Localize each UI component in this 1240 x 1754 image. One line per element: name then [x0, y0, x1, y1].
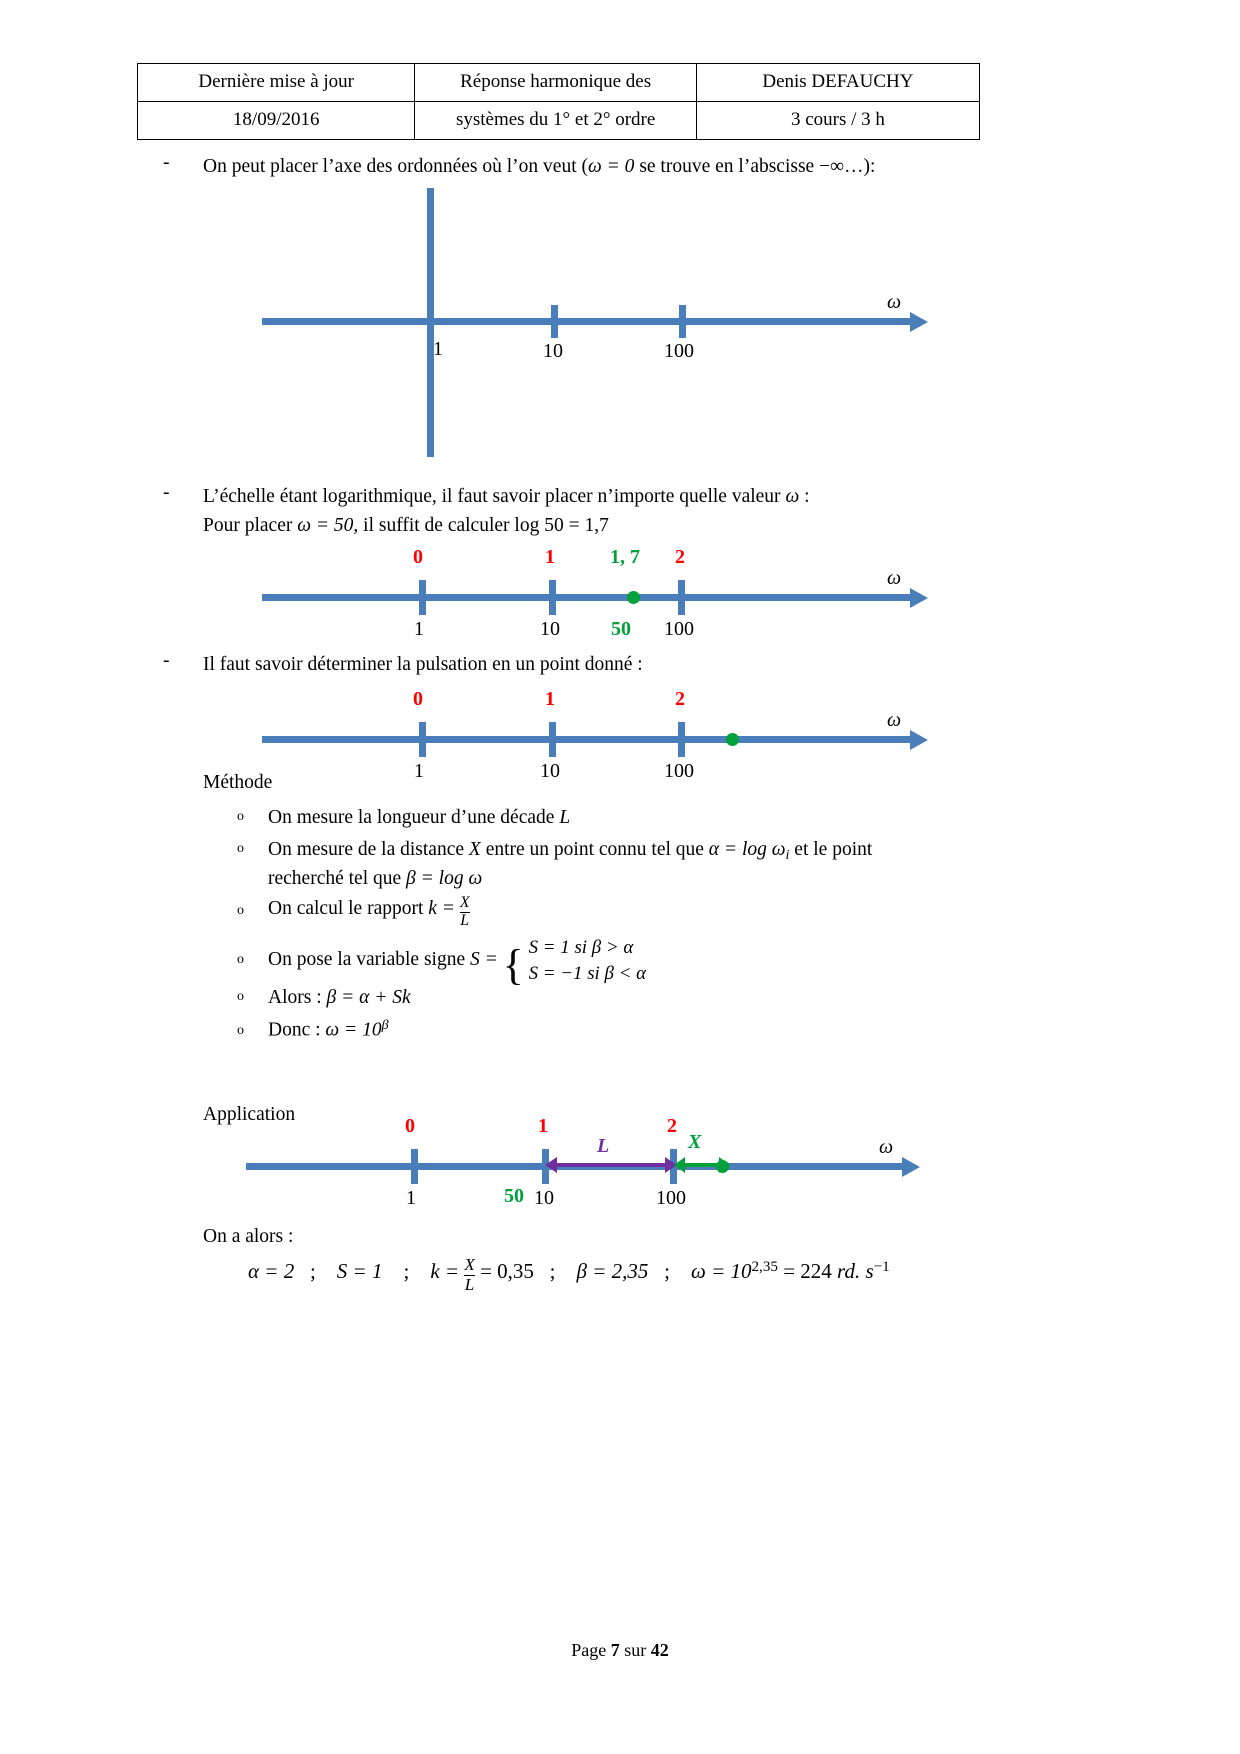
tick-10 — [549, 580, 556, 615]
left-brace-icon: { — [502, 941, 524, 990]
tick-label-1: 1 — [406, 1187, 416, 1209]
vertical-axis-upper — [427, 188, 434, 333]
arrowhead-left-icon — [674, 1157, 685, 1173]
top-label-2: 2 — [675, 546, 685, 568]
top-label-0: 0 — [413, 688, 423, 710]
header-author: Denis DEFAUCHY — [696, 64, 979, 102]
method-item-6-math: ω = 10 — [325, 1019, 382, 1041]
header-table — [137, 63, 980, 140]
case-2: S = −1 si β < α — [528, 962, 647, 984]
paragraph-2 — [203, 482, 983, 511]
method-item-2-pre: On mesure de la distance — [268, 839, 469, 860]
paragraph-1-tail: se trouve en l’abscisse −∞…): — [634, 156, 876, 177]
method-item-1-text: On mesure la longueur d’une décade — [268, 807, 560, 828]
header-course-hours: 3 cours / 3 h — [696, 102, 979, 140]
paragraph-1-math: ω = 0 — [588, 156, 635, 177]
tick-label-10: 10 — [540, 760, 560, 782]
method-item-4-math: S = — [469, 949, 498, 970]
bullet-circle-5: o — [237, 989, 244, 1004]
method-item-5-math: β = α + Sk — [326, 987, 411, 1008]
method-item-5-pre: Alors : — [268, 987, 327, 1008]
top-label-0: 0 — [405, 1115, 415, 1137]
measure-arrow-L-label: L — [597, 1135, 610, 1157]
log-axis-diagram-4 — [246, 1115, 1016, 1209]
marker-label-50: 50 — [504, 1185, 524, 1207]
method-item-6-pre: Donc : — [268, 1019, 326, 1041]
method-item-6-sup: β — [381, 1017, 389, 1033]
case-1: S = 1 si β > α — [528, 937, 634, 958]
tick-label-10: 10 — [534, 1187, 554, 1209]
bullet-circle-6: o — [237, 1023, 244, 1038]
axis-label-omega: ω — [887, 567, 902, 589]
axis-line — [262, 594, 914, 601]
result-omega-unit-exponent: −1 — [873, 1259, 890, 1276]
marker-label-50: 50 — [611, 618, 631, 640]
footer-page-number: 7 — [610, 1640, 620, 1660]
result-omega-unit: rd. s — [837, 1259, 874, 1283]
axis-arrowhead-icon — [902, 1157, 920, 1177]
tick-label-100: 100 — [664, 618, 694, 640]
result-separator-1: ; — [309, 1259, 316, 1283]
tick-label-10: 10 — [540, 618, 560, 640]
paragraph-3: Il faut savoir déterminer la pulsation en un point donné : — [203, 654, 643, 675]
tick-label-100: 100 — [656, 1187, 686, 1209]
footer-prefix: Page — [571, 1640, 611, 1660]
method-item-1-var: L — [559, 807, 571, 828]
bullet-circle-4: o — [237, 952, 244, 967]
fraction-numerator: X — [459, 893, 470, 911]
marker-dot-unknown — [726, 733, 739, 746]
cases-block — [529, 935, 647, 986]
log-axis-diagram-2 — [262, 546, 1022, 640]
tick-1 — [419, 722, 426, 757]
fraction-denominator: L — [460, 911, 470, 929]
paragraph-1 — [203, 152, 963, 181]
measure-arrow-X-label: X — [688, 1131, 702, 1153]
top-label-1: 1 — [545, 688, 555, 710]
tick-100 — [679, 305, 686, 338]
result-separator-4: ; — [664, 1259, 670, 1283]
arrowhead-right-icon — [719, 1157, 730, 1173]
method-item-5 — [268, 983, 983, 1012]
tick-1 — [411, 1149, 418, 1184]
method-item-2-line2 — [268, 864, 983, 893]
bullet-dash-3: - — [163, 650, 170, 671]
axis-line — [262, 318, 914, 325]
paragraph-2-text: L’échelle étant logarithmique, il faut savoir placer n’importe quelle valeur — [203, 486, 786, 507]
method-item-2-mid: entre un point connu tel que — [480, 839, 709, 860]
tick-100 — [678, 722, 685, 757]
axis-arrowhead-icon — [910, 312, 928, 332]
paragraph-2b-mid: il suffit de calculer — [358, 515, 515, 536]
result-omega-equals: = 224 — [783, 1259, 838, 1283]
measure-arrow-X-bar — [684, 1163, 720, 1167]
method-item-3 — [268, 894, 983, 930]
top-label-0: 0 — [413, 546, 423, 568]
tick-label-1: 1 — [433, 338, 443, 360]
result-alpha: α = 2 — [248, 1259, 295, 1283]
fraction-denominator: L — [464, 1274, 475, 1294]
application-results — [248, 1256, 1008, 1294]
log-axis-diagram-3 — [262, 688, 1022, 782]
bullet-circle-2: o — [237, 841, 244, 856]
header-subject-line1: Réponse harmonique des — [415, 64, 696, 102]
paragraph-2b-pre: Pour placer — [203, 515, 298, 536]
method-item-4-pre: On pose la variable signe — [268, 949, 470, 970]
tick-label-10: 10 — [543, 340, 563, 362]
fraction-numerator: X — [464, 1255, 475, 1275]
result-separator-3: ; — [549, 1259, 556, 1283]
method-item-2-tail: et le point — [789, 839, 873, 860]
measure-arrow-L-bar — [556, 1163, 666, 1167]
method-item-2-sub: i — [785, 846, 790, 863]
tick-10 — [549, 722, 556, 757]
top-label-1-7: 1, 7 — [610, 546, 640, 568]
paragraph-1-text: On peut placer l’axe des ordonnées où l’on veut ( — [203, 156, 588, 177]
bullet-dash-1: - — [163, 152, 170, 173]
method-item-2-line2-pre: recherché tel que — [268, 868, 407, 889]
tick-label-100: 100 — [664, 340, 694, 362]
log-axis-diagram-1 — [262, 291, 1022, 362]
measure-arrow-X — [684, 1163, 720, 1167]
paragraph-2-tail: : — [799, 486, 810, 507]
tick-label-100: 100 — [664, 760, 694, 782]
method-item-4 — [268, 935, 983, 990]
axis-label-omega: ω — [879, 1136, 894, 1158]
page-footer — [0, 1640, 1240, 1661]
footer-total-pages: 42 — [650, 1640, 669, 1660]
method-item-2-var: X — [468, 839, 481, 860]
method-title: Méthode — [203, 772, 273, 793]
method-item-2 — [268, 835, 983, 866]
result-s: S = 1 — [336, 1259, 383, 1283]
paragraph-2b — [203, 511, 983, 540]
table-row — [138, 102, 980, 140]
axis-line — [262, 736, 914, 743]
method-item-6 — [268, 1015, 983, 1045]
axis-label-omega: ω — [887, 291, 902, 313]
result-omega-exponent: 2,35 — [751, 1259, 778, 1276]
application-title: Application — [203, 1104, 296, 1125]
header-last-update-label: Dernière mise à jour — [138, 64, 415, 102]
axis-arrowhead-icon — [910, 588, 928, 608]
axis-label-omega: ω — [887, 709, 902, 731]
header-subject-line2: systèmes du 1° et 2° ordre — [415, 102, 696, 140]
table-row — [138, 64, 980, 102]
bullet-circle-3: o — [237, 903, 244, 918]
method-item-3-pre: On calcul le rapport — [268, 898, 429, 919]
measure-arrow-L — [556, 1163, 666, 1167]
paragraph-2-math: ω — [785, 486, 800, 507]
top-label-1: 1 — [538, 1115, 548, 1137]
result-omega-pre: ω = 10 — [691, 1259, 752, 1283]
fraction-x-over-l-result — [464, 1256, 475, 1293]
tick-label-1: 1 — [414, 760, 424, 782]
paragraph-2b-math2: log 50 = 1,7 — [514, 515, 609, 536]
method-item-3-math: k = — [428, 898, 455, 919]
bullet-dash-2: - — [163, 482, 170, 503]
result-k-value: = 0,35 — [480, 1259, 534, 1283]
tick-10 — [551, 305, 558, 338]
tick-1 — [419, 580, 426, 615]
tick-label-1: 1 — [414, 618, 424, 640]
method-item-1 — [268, 803, 988, 832]
footer-middle: sur — [619, 1640, 651, 1660]
result-separator-2: ; — [403, 1259, 410, 1283]
bullet-circle-1: o — [237, 809, 244, 824]
top-label-2: 2 — [667, 1115, 677, 1137]
top-label-1: 1 — [545, 546, 555, 568]
method-item-2-line2-math: β = log ω — [406, 868, 483, 889]
arrowhead-left-icon — [545, 1157, 557, 1173]
method-item-2-math: α = log ω — [708, 839, 786, 860]
top-label-2: 2 — [675, 688, 685, 710]
result-beta: β = 2,35 — [576, 1259, 649, 1283]
marker-dot-50 — [627, 591, 640, 604]
application-lead: On a alors : — [203, 1226, 294, 1247]
header-last-update-date: 18/09/2016 — [138, 102, 415, 140]
result-k-pre: k = — [430, 1259, 460, 1283]
fraction-x-over-l — [460, 895, 470, 930]
paragraph-2b-math1: ω = 50, — [297, 515, 359, 536]
tick-100 — [678, 580, 685, 615]
axis-arrowhead-icon — [910, 730, 928, 750]
